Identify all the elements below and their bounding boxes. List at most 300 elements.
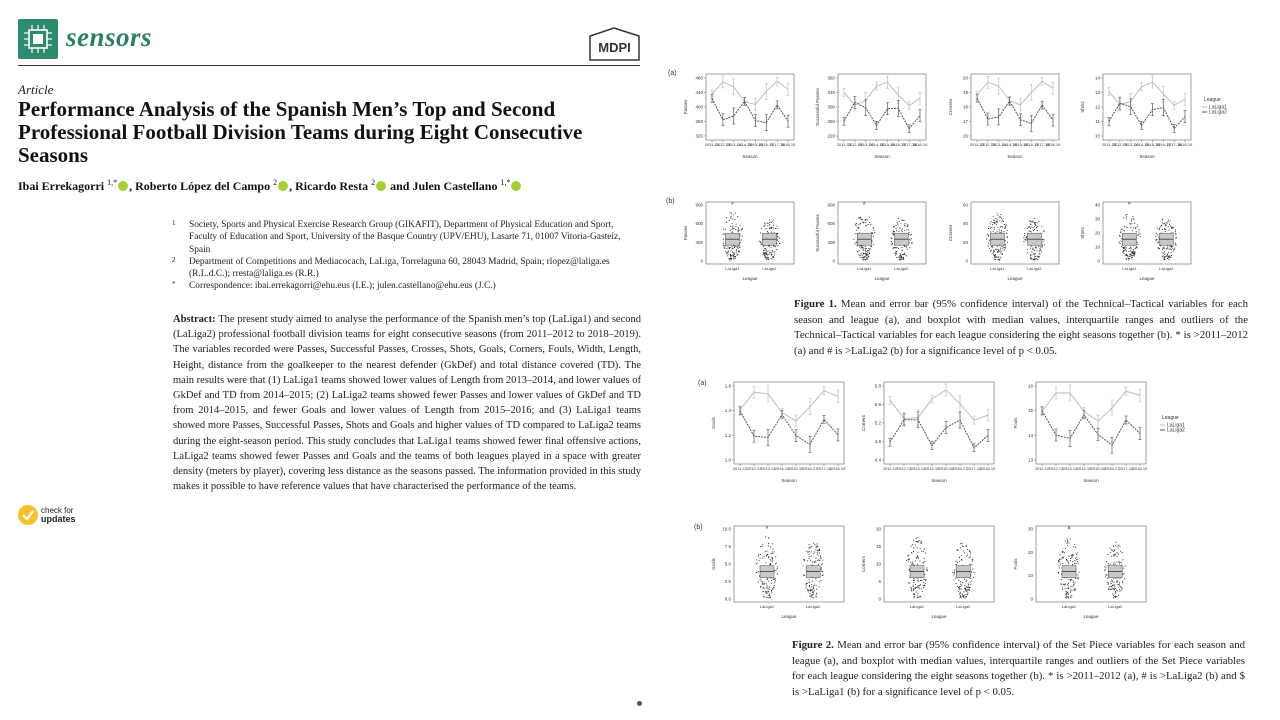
y-tick-label: 440 xyxy=(695,90,703,95)
data-point xyxy=(924,585,925,586)
data-point xyxy=(808,579,809,580)
data-point xyxy=(918,542,919,543)
data-point xyxy=(772,559,773,560)
data-point xyxy=(901,230,902,231)
data-point xyxy=(1106,575,1107,576)
data-point xyxy=(898,218,899,219)
data-point xyxy=(927,570,928,571)
legend-title: League xyxy=(1162,415,1179,421)
data-point xyxy=(813,591,814,592)
data-point xyxy=(1060,564,1061,565)
x-tick-label: LaLiga2 xyxy=(806,604,821,609)
data-point xyxy=(1042,245,1043,246)
data-point xyxy=(1072,580,1073,581)
data-point xyxy=(916,587,917,588)
data-point xyxy=(765,257,766,258)
author-name[interactable]: Roberto López del Campo xyxy=(135,179,271,193)
y-axis-label: Successful Passes xyxy=(815,88,820,126)
data-point xyxy=(912,561,913,562)
data-point xyxy=(816,593,817,594)
data-point xyxy=(806,583,807,584)
data-point xyxy=(1118,594,1119,595)
data-point xyxy=(760,554,761,555)
data-point xyxy=(960,581,961,582)
data-point xyxy=(1068,556,1069,557)
data-point xyxy=(767,588,768,589)
author-name[interactable]: Ricardo Resta xyxy=(295,179,369,193)
data-point xyxy=(1121,562,1122,563)
y-axis-label: Fouls xyxy=(1013,417,1018,429)
data-point xyxy=(817,554,818,555)
data-point xyxy=(867,224,868,225)
data-point xyxy=(909,570,910,571)
data-point xyxy=(873,244,874,245)
data-point xyxy=(821,567,822,568)
data-point xyxy=(1077,574,1078,575)
author-name[interactable]: Ibai Errekagorri xyxy=(18,179,105,193)
data-point xyxy=(1104,570,1105,571)
data-point xyxy=(857,251,858,252)
data-point xyxy=(732,246,733,247)
data-point xyxy=(816,589,817,590)
x-tick-label: 2013-14 xyxy=(991,142,1007,147)
data-point xyxy=(970,556,971,557)
data-point xyxy=(1059,554,1060,555)
x-tick-label: 2012-13 xyxy=(715,142,731,147)
data-point xyxy=(918,558,919,559)
data-point xyxy=(772,551,773,552)
data-point xyxy=(907,555,908,556)
data-point xyxy=(768,254,769,255)
plot-frame xyxy=(1036,526,1146,602)
figure2-caption-label: Figure 2. xyxy=(792,639,834,651)
data-point xyxy=(738,248,739,249)
data-point xyxy=(1026,236,1027,237)
data-point xyxy=(992,224,993,225)
data-point xyxy=(913,585,914,586)
data-point xyxy=(1073,585,1074,586)
data-point xyxy=(1040,250,1041,251)
data-point xyxy=(1175,229,1176,230)
data-point xyxy=(1119,243,1120,244)
data-point xyxy=(902,250,903,251)
x-tick-label: 2011-12 xyxy=(882,466,898,471)
data-point xyxy=(913,578,914,579)
data-point xyxy=(1062,563,1063,564)
data-point xyxy=(777,568,778,569)
data-point xyxy=(1037,226,1038,227)
data-point xyxy=(770,563,771,564)
data-point xyxy=(996,224,997,225)
data-point xyxy=(970,553,971,554)
data-point xyxy=(766,222,767,223)
data-point xyxy=(901,256,902,257)
data-point xyxy=(1064,584,1065,585)
data-point xyxy=(910,235,911,236)
x-tick-label: 2012-13 xyxy=(896,466,912,471)
data-point xyxy=(815,561,816,562)
data-point xyxy=(1036,258,1037,259)
data-point xyxy=(996,221,997,222)
data-point xyxy=(974,572,975,573)
data-point xyxy=(1111,589,1112,590)
data-point xyxy=(999,232,1000,233)
figure2-panel-a-label: (a) xyxy=(698,380,707,387)
data-point xyxy=(816,546,817,547)
author-sup: 1,* xyxy=(107,178,118,187)
x-tick-label: 2018-19 xyxy=(1132,466,1148,471)
data-point xyxy=(769,597,770,598)
data-point xyxy=(995,259,996,260)
data-point xyxy=(1157,239,1158,240)
data-point xyxy=(1037,256,1038,257)
y-tick-label: 13 xyxy=(1094,90,1100,95)
data-point xyxy=(1114,562,1115,563)
data-point xyxy=(870,246,871,247)
data-point xyxy=(1062,587,1063,588)
data-point xyxy=(1109,548,1110,549)
data-point xyxy=(965,590,966,591)
data-point xyxy=(736,250,737,251)
y-tick-label: 15 xyxy=(1027,408,1033,414)
data-point xyxy=(756,572,757,573)
data-point xyxy=(810,560,811,561)
data-point xyxy=(1075,578,1076,579)
data-point xyxy=(915,584,916,585)
data-point xyxy=(1024,233,1025,234)
data-point xyxy=(988,235,989,236)
data-point xyxy=(915,560,916,561)
data-point xyxy=(737,247,738,248)
data-point xyxy=(768,543,769,544)
y-tick-label: 12 xyxy=(1094,104,1100,110)
data-point xyxy=(1037,230,1038,231)
data-point xyxy=(967,589,968,590)
data-point xyxy=(963,596,964,597)
data-point xyxy=(1073,555,1074,556)
figure1-box-plot-crosses xyxy=(945,194,1063,284)
data-point xyxy=(1124,253,1125,254)
data-point xyxy=(771,580,772,581)
data-point xyxy=(969,590,970,591)
data-point xyxy=(772,251,773,252)
data-point xyxy=(768,232,769,233)
data-point xyxy=(760,579,761,580)
significance-marker: # xyxy=(765,525,769,530)
data-point xyxy=(925,579,926,580)
data-point xyxy=(910,240,911,241)
data-point xyxy=(961,559,962,560)
data-point xyxy=(972,561,973,562)
data-point xyxy=(1123,573,1124,574)
y-tick-label: 18 xyxy=(962,104,968,110)
data-point xyxy=(761,581,762,582)
data-point xyxy=(963,597,964,598)
data-point xyxy=(1162,222,1163,223)
data-point xyxy=(768,537,769,538)
data-point xyxy=(777,239,778,240)
data-point xyxy=(990,228,991,229)
data-point xyxy=(898,248,899,249)
data-point xyxy=(762,558,763,559)
data-point xyxy=(995,218,996,219)
data-point xyxy=(1130,247,1131,248)
data-point xyxy=(770,560,771,561)
y-tick-label: 1.2 xyxy=(724,432,731,438)
data-point xyxy=(1164,229,1165,230)
data-point xyxy=(1132,216,1133,217)
author-name[interactable]: Julen Castellano xyxy=(412,179,498,193)
data-point xyxy=(1125,246,1126,247)
data-point xyxy=(966,581,967,582)
data-point xyxy=(731,213,732,214)
data-point xyxy=(1066,595,1067,596)
data-point xyxy=(968,583,969,584)
data-point xyxy=(1061,584,1062,585)
data-point xyxy=(1109,586,1110,587)
data-point xyxy=(1127,227,1128,228)
data-point xyxy=(775,580,776,581)
data-point xyxy=(1071,595,1072,596)
data-point xyxy=(1039,248,1040,249)
data-point xyxy=(819,550,820,551)
data-point xyxy=(1167,245,1168,246)
data-point xyxy=(1121,587,1122,588)
data-point xyxy=(763,250,764,251)
data-point xyxy=(760,586,761,587)
data-point xyxy=(1129,248,1130,249)
data-point xyxy=(723,229,724,230)
data-point xyxy=(1024,235,1025,236)
data-point xyxy=(1170,246,1171,247)
data-point xyxy=(762,581,763,582)
data-point xyxy=(1160,245,1161,246)
data-point xyxy=(923,585,924,586)
data-point xyxy=(734,219,735,220)
data-point xyxy=(1071,555,1072,556)
data-point xyxy=(863,247,864,248)
data-point xyxy=(1158,241,1159,242)
data-point xyxy=(757,562,758,563)
data-point xyxy=(728,254,729,255)
orcid-icon[interactable] xyxy=(278,181,288,191)
data-point xyxy=(1139,229,1140,230)
data-point xyxy=(862,255,863,256)
data-point xyxy=(766,259,767,260)
data-point xyxy=(726,217,727,218)
y-tick-label: 16 xyxy=(962,133,968,139)
data-point xyxy=(964,552,965,553)
data-point xyxy=(870,248,871,249)
data-point xyxy=(1040,246,1041,247)
orcid-icon[interactable] xyxy=(511,181,521,191)
data-point xyxy=(1077,561,1078,562)
data-point xyxy=(865,222,866,223)
data-point xyxy=(1133,249,1134,250)
data-point xyxy=(1058,560,1059,561)
data-point xyxy=(764,248,765,249)
data-point xyxy=(913,597,914,598)
data-point xyxy=(768,595,769,596)
data-point xyxy=(953,579,954,580)
data-point xyxy=(908,582,909,583)
data-point xyxy=(1108,589,1109,590)
data-point xyxy=(1065,548,1066,549)
data-point xyxy=(965,545,966,546)
data-point xyxy=(1115,578,1116,579)
data-point xyxy=(1072,554,1073,555)
author-sup: 2 xyxy=(371,178,376,187)
data-point xyxy=(810,593,811,594)
data-point xyxy=(1167,223,1168,224)
data-point xyxy=(1105,567,1106,568)
data-point xyxy=(1110,581,1111,582)
data-point xyxy=(1029,231,1030,232)
data-point xyxy=(1112,588,1113,589)
x-tick-label: 2011-12 xyxy=(732,466,748,471)
data-point xyxy=(1113,551,1114,552)
author-sup: 2 xyxy=(273,178,278,187)
data-point xyxy=(1067,543,1068,544)
data-point xyxy=(920,548,921,549)
data-point xyxy=(813,586,814,587)
data-point xyxy=(924,561,925,562)
data-point xyxy=(766,583,767,584)
data-point xyxy=(1165,229,1166,230)
data-point xyxy=(867,257,868,258)
data-point xyxy=(1163,246,1164,247)
data-point xyxy=(1125,255,1126,256)
data-point xyxy=(732,229,733,230)
data-point xyxy=(1122,581,1123,582)
data-point xyxy=(994,220,995,221)
data-point xyxy=(867,254,868,255)
journal-logo-icon xyxy=(18,19,58,59)
data-point xyxy=(764,556,765,557)
x-tick-label: 2017-18 xyxy=(901,142,917,147)
data-point xyxy=(730,256,731,257)
y-tick-label: 10 xyxy=(1027,573,1033,579)
data-point xyxy=(771,254,772,255)
data-point xyxy=(959,557,960,558)
data-point xyxy=(1072,586,1073,587)
data-point xyxy=(765,537,766,538)
data-point xyxy=(764,226,765,227)
data-point xyxy=(809,596,810,597)
data-point xyxy=(966,586,967,587)
data-point xyxy=(1156,233,1157,234)
article-title: Performance Analysis of the Spanish Men’s Top and Second Professional Football Division Teams during Eight Consecutive Seasons xyxy=(18,97,583,167)
data-point xyxy=(1071,557,1072,558)
data-point xyxy=(966,580,967,581)
data-point xyxy=(1039,251,1040,252)
figure2-caption-text: Mean and error bar (95% confidence interval) of the Set Piece variables for each season and league (a), and boxplot with median values, interquartile ranges and outliers of the Set Piece variables for each league considering the eight seasons together (b). * is >2011–2012 (a), # is >LaLiga2 (b) and $ is >LaLiga1 (b) for a significance level of p < 0.05. xyxy=(792,639,1246,698)
data-point xyxy=(897,222,898,223)
orcid-icon[interactable] xyxy=(376,181,386,191)
y-tick-label: 260 xyxy=(827,119,835,124)
data-point xyxy=(1000,252,1001,253)
data-point xyxy=(1075,547,1076,548)
x-tick-label: 2015-16 xyxy=(748,142,763,147)
y-axis-label: Corners xyxy=(861,414,866,432)
data-point xyxy=(994,255,995,256)
affiliation-text: Department of Competitions and Mediacocach, LaLiga, Torrelaguna 60, 28043 Madrid, Spain; rlopez@laliga.es (R.L.d.C.); rresta@laliga.es (R.R.) xyxy=(189,256,610,280)
data-point xyxy=(1176,237,1177,238)
check-for-updates-button[interactable] xyxy=(18,505,88,527)
data-point xyxy=(767,585,768,586)
orcid-icon[interactable] xyxy=(118,181,128,191)
y-tick-label: 4.8 xyxy=(874,439,881,444)
x-tick-label: 2015-16 xyxy=(880,142,895,147)
data-point xyxy=(1000,257,1001,258)
data-point xyxy=(736,249,737,250)
data-point xyxy=(1171,246,1172,247)
data-point xyxy=(865,246,866,247)
data-point xyxy=(1065,583,1066,584)
data-point xyxy=(726,253,727,254)
data-point xyxy=(1039,253,1040,254)
data-point xyxy=(1058,561,1059,562)
data-point xyxy=(1162,218,1163,219)
data-point xyxy=(959,589,960,590)
data-point xyxy=(777,574,778,575)
x-tick-label: 2017-18 xyxy=(816,466,832,471)
data-point xyxy=(1038,221,1039,222)
data-point xyxy=(1105,576,1106,577)
figure1-legend xyxy=(1200,96,1240,118)
data-point xyxy=(772,561,773,562)
data-point xyxy=(1137,226,1138,227)
data-point xyxy=(776,226,777,227)
data-point xyxy=(771,592,772,593)
data-point xyxy=(1023,241,1024,242)
data-point xyxy=(866,225,867,226)
data-point xyxy=(766,228,767,229)
data-point xyxy=(1165,256,1166,257)
data-point xyxy=(997,222,998,223)
data-point xyxy=(1005,247,1006,248)
data-point xyxy=(1001,218,1002,219)
data-point xyxy=(1116,556,1117,557)
data-point xyxy=(963,591,964,592)
data-point xyxy=(917,555,918,556)
data-point xyxy=(770,247,771,248)
data-point xyxy=(815,549,816,550)
data-point xyxy=(1136,247,1137,248)
data-point xyxy=(999,220,1000,221)
x-tick-label: 2017-18 xyxy=(1166,142,1182,147)
x-tick-label: LaLiga1 xyxy=(857,266,872,271)
data-point xyxy=(1125,254,1126,255)
data-point xyxy=(910,546,911,547)
data-point xyxy=(1030,224,1031,225)
data-point xyxy=(1068,587,1069,588)
data-point xyxy=(958,579,959,580)
data-point xyxy=(863,222,864,223)
data-point xyxy=(759,241,760,242)
data-point xyxy=(1117,590,1118,591)
data-point xyxy=(732,219,733,220)
data-point xyxy=(955,561,956,562)
data-point xyxy=(923,582,924,583)
data-point xyxy=(1070,558,1071,559)
data-point xyxy=(1122,247,1123,248)
data-point xyxy=(1113,584,1114,585)
data-point xyxy=(918,581,919,582)
y-tick-label: 20 xyxy=(962,239,968,245)
data-point xyxy=(732,227,733,228)
data-point xyxy=(905,223,906,224)
